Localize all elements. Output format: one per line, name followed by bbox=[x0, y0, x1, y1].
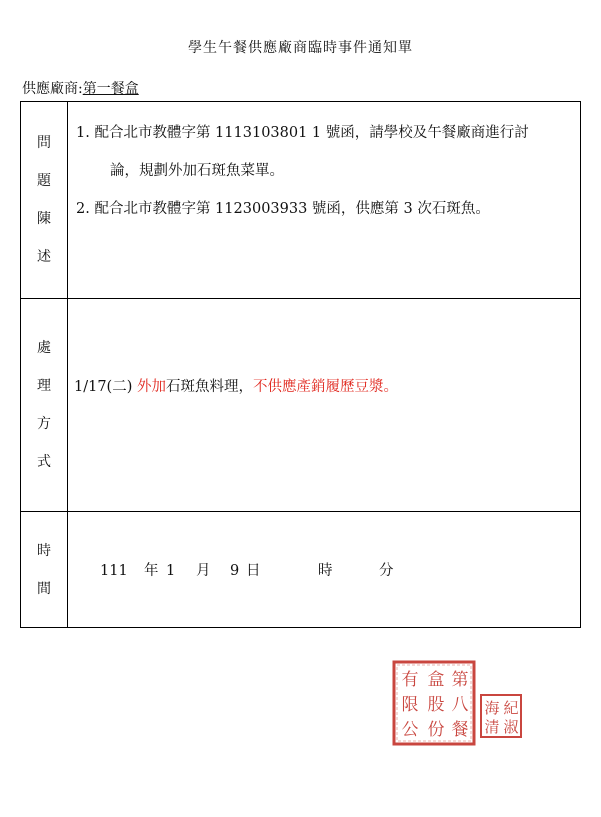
handling-label-char: 式 bbox=[37, 454, 51, 470]
svg-text:淑: 淑 bbox=[503, 718, 519, 736]
issue-label-char: 述 bbox=[37, 249, 51, 265]
time-row bbox=[21, 512, 581, 628]
issue-content bbox=[68, 102, 581, 299]
issue-label-char: 問 bbox=[37, 135, 51, 151]
issue-label bbox=[21, 102, 68, 299]
day-value: 9 bbox=[230, 563, 240, 579]
handling-content bbox=[68, 299, 581, 512]
issue-item-number: 2. bbox=[76, 201, 90, 217]
svg-text:公: 公 bbox=[401, 720, 419, 740]
svg-text:紀: 紀 bbox=[503, 699, 519, 717]
document-title: 學生午餐供應廠商臨時事件通知單 bbox=[188, 40, 413, 56]
handling-label bbox=[21, 299, 68, 512]
supplier-line bbox=[22, 78, 139, 98]
notice-form-table bbox=[20, 101, 581, 628]
handling-red-text: 外加 bbox=[136, 378, 166, 395]
supplier-name: 第一餐盒 bbox=[82, 81, 139, 97]
issue-label-char: 陳 bbox=[37, 211, 51, 227]
year-unit: 年 bbox=[144, 563, 159, 579]
svg-text:有: 有 bbox=[401, 670, 419, 690]
svg-text:盒: 盒 bbox=[427, 670, 445, 690]
issue-item-number: 1. bbox=[76, 125, 90, 141]
svg-text:餐: 餐 bbox=[451, 720, 469, 740]
svg-text:限: 限 bbox=[401, 695, 419, 715]
handling-label-char: 方 bbox=[37, 416, 51, 432]
year-value: 111 bbox=[100, 563, 128, 579]
handling-date: 1/17(二) bbox=[74, 378, 137, 395]
day-unit: 日 bbox=[246, 563, 261, 579]
hour-unit: 時 bbox=[318, 563, 333, 579]
time-label-char: 間 bbox=[37, 580, 51, 597]
issue-item-text: 配合北市教體字第 1113103801 1 號函，請學校及午餐廠商進行討 bbox=[94, 125, 529, 141]
month-value: 1 bbox=[166, 563, 176, 579]
issue-row bbox=[21, 102, 581, 299]
company-seal-stamp bbox=[392, 660, 476, 746]
issue-item-2 bbox=[76, 190, 572, 228]
handling-red-text: 不供應產銷履歷豆漿。 bbox=[252, 378, 398, 395]
issue-item-text: 配合北市教體字第 1123003933 號函，供應第 3 次石斑魚。 bbox=[94, 201, 490, 217]
handling-label-char: 處 bbox=[37, 340, 51, 356]
time-content bbox=[68, 512, 581, 628]
svg-text:第: 第 bbox=[451, 670, 469, 690]
svg-text:股: 股 bbox=[427, 695, 445, 715]
month-unit: 月 bbox=[196, 563, 211, 579]
svg-text:份: 份 bbox=[427, 720, 445, 740]
time-line bbox=[100, 559, 580, 580]
svg-text:八: 八 bbox=[451, 695, 469, 715]
handling-row bbox=[21, 299, 581, 512]
svg-text:海: 海 bbox=[484, 699, 500, 717]
minute-unit: 分 bbox=[379, 563, 394, 579]
issue-item-text-continued: 論，規劃外加石斑魚菜單。 bbox=[110, 163, 284, 179]
handling-label-char: 理 bbox=[37, 378, 51, 394]
personal-seal-stamp bbox=[479, 693, 523, 739]
time-label-char: 時 bbox=[37, 542, 51, 559]
handling-text: 石斑魚料理， bbox=[165, 378, 253, 395]
supplier-label: 供應廠商: bbox=[22, 81, 83, 97]
issue-label-char: 題 bbox=[37, 173, 51, 189]
time-label bbox=[21, 512, 68, 628]
svg-text:清: 清 bbox=[484, 718, 500, 736]
issue-item-1 bbox=[76, 114, 572, 190]
